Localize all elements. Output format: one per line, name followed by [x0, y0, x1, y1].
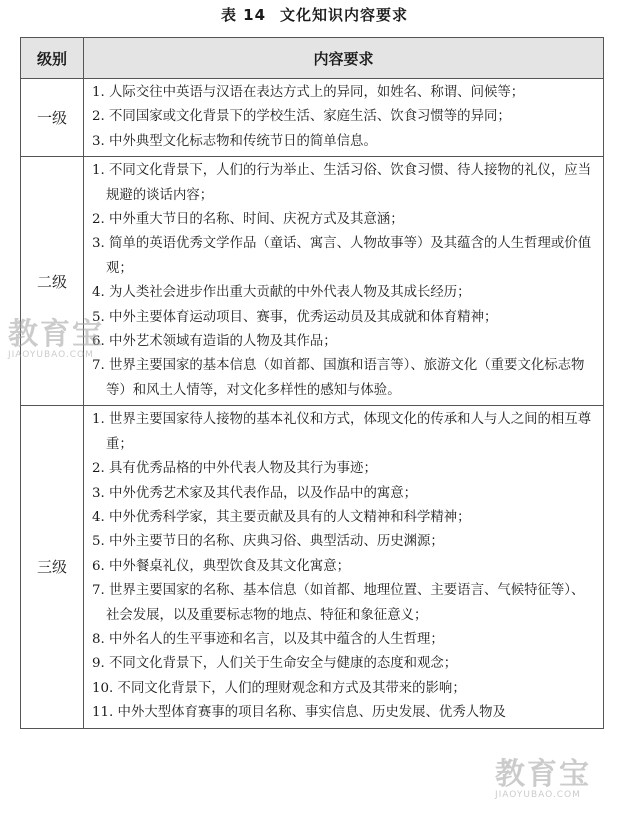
level-cell: 二级 — [21, 157, 84, 406]
table-title-text: 文化知识内容要求 — [280, 6, 409, 24]
requirement-item: 11. 中外大型体育赛事的项目名称、事实信息、历史发展、优秀人物及 — [92, 705, 506, 721]
requirement-item: 3. 简单的英语优秀文学作品（童话、寓言、人物故事等）及其蕴含的人生哲理或价值观； — [92, 236, 592, 276]
header-row — [21, 38, 604, 79]
table-title — [0, 4, 629, 25]
requirement-item: 8. 中外名人的生平事迹和名言，以及其中蕴含的人生哲理； — [92, 631, 444, 647]
requirement-item: 1. 世界主要国家待人接物的基本礼仪和方式，体现文化的传承和人与人之间的相互尊重； — [92, 412, 592, 452]
watermark-domain: JIAOYUBAO.COM — [495, 790, 581, 800]
header-level: 级别 — [21, 38, 84, 79]
requirement-item: 7. 世界主要国家的基本信息（如首都、国旗和语言等）、旅游文化（重要文化标志物等）和风土人情等，对文化多样性的感知与体验。 — [92, 358, 585, 398]
level-cell: 一级 — [21, 79, 84, 157]
requirement-item: 10. 不同文化背景下，人们的理财观念和方式及其带来的影响； — [92, 680, 466, 696]
requirement-item: 9. 不同文化背景下，人们关于生命安全与健康的态度和观念； — [92, 656, 458, 672]
requirement-list — [92, 408, 597, 725]
watermark-logo: 教育宝 — [495, 757, 591, 792]
table-row — [21, 157, 604, 406]
table-row — [21, 406, 604, 728]
table-number: 表 14 — [220, 6, 267, 24]
requirement-item: 6. 中外艺术领域有造诣的人物及其作品； — [92, 334, 337, 350]
requirement-item: 2. 中外重大节日的名称、时间、庆祝方式及其意涵； — [92, 212, 404, 228]
watermark-right — [495, 757, 591, 800]
requirement-item: 3. 中外优秀艺术家及其代表作品，以及作品中的寓意； — [92, 485, 418, 501]
requirement-item: 5. 中外主要体育运动项目、赛事，优秀运动员及其成就和体育精神； — [92, 309, 498, 325]
content-cell — [84, 406, 604, 728]
requirement-item: 6. 中外餐桌礼仪，典型饮食及其文化寓意； — [92, 558, 351, 574]
table-body — [21, 79, 604, 729]
requirement-list — [92, 81, 597, 154]
requirement-item: 2. 不同国家或文化背景下的学校生活、家庭生活、饮食习惯等的异同； — [92, 109, 511, 125]
level-cell: 三级 — [21, 406, 84, 728]
requirement-item: 4. 为人类社会进步作出重大贡献的中外代表人物及其成长经历； — [92, 285, 471, 301]
requirement-item: 7. 世界主要国家的名称、基本信息（如首都、地理位置、主要语言、气候特征等）、社会发展，以及重要标志物的地点、特征和象征意义； — [92, 583, 585, 623]
watermark-logo: 教育宝 — [8, 317, 104, 352]
requirement-item: 1. 人际交往中英语与汉语在表达方式上的异同，如姓名、称谓、问候等； — [92, 85, 525, 100]
requirement-item: 3. 中外典型文化标志物和传统节日的简单信息。 — [92, 133, 377, 149]
requirement-item: 5. 中外主要节日的名称、庆典习俗、典型活动、历史渊源； — [92, 534, 444, 550]
table-row — [21, 79, 604, 157]
requirement-item: 1. 不同文化背景下，人们的行为举止、生活习俗、饮食习惯、待人接物的礼仪，应当规避的谈话内容； — [92, 163, 592, 203]
header-content: 内容要求 — [84, 38, 604, 79]
requirement-item: 2. 具有优秀品格的中外代表人物及其行为事迹； — [92, 461, 377, 477]
requirement-list — [92, 159, 597, 403]
content-requirements-table — [20, 37, 604, 729]
content-cell — [84, 79, 604, 157]
requirement-item: 4. 中外优秀科学家，其主要贡献及具有的人文精神和科学精神； — [92, 509, 471, 525]
content-cell — [84, 157, 604, 406]
watermark-domain: JIAOYUBAO.COM — [8, 350, 94, 360]
